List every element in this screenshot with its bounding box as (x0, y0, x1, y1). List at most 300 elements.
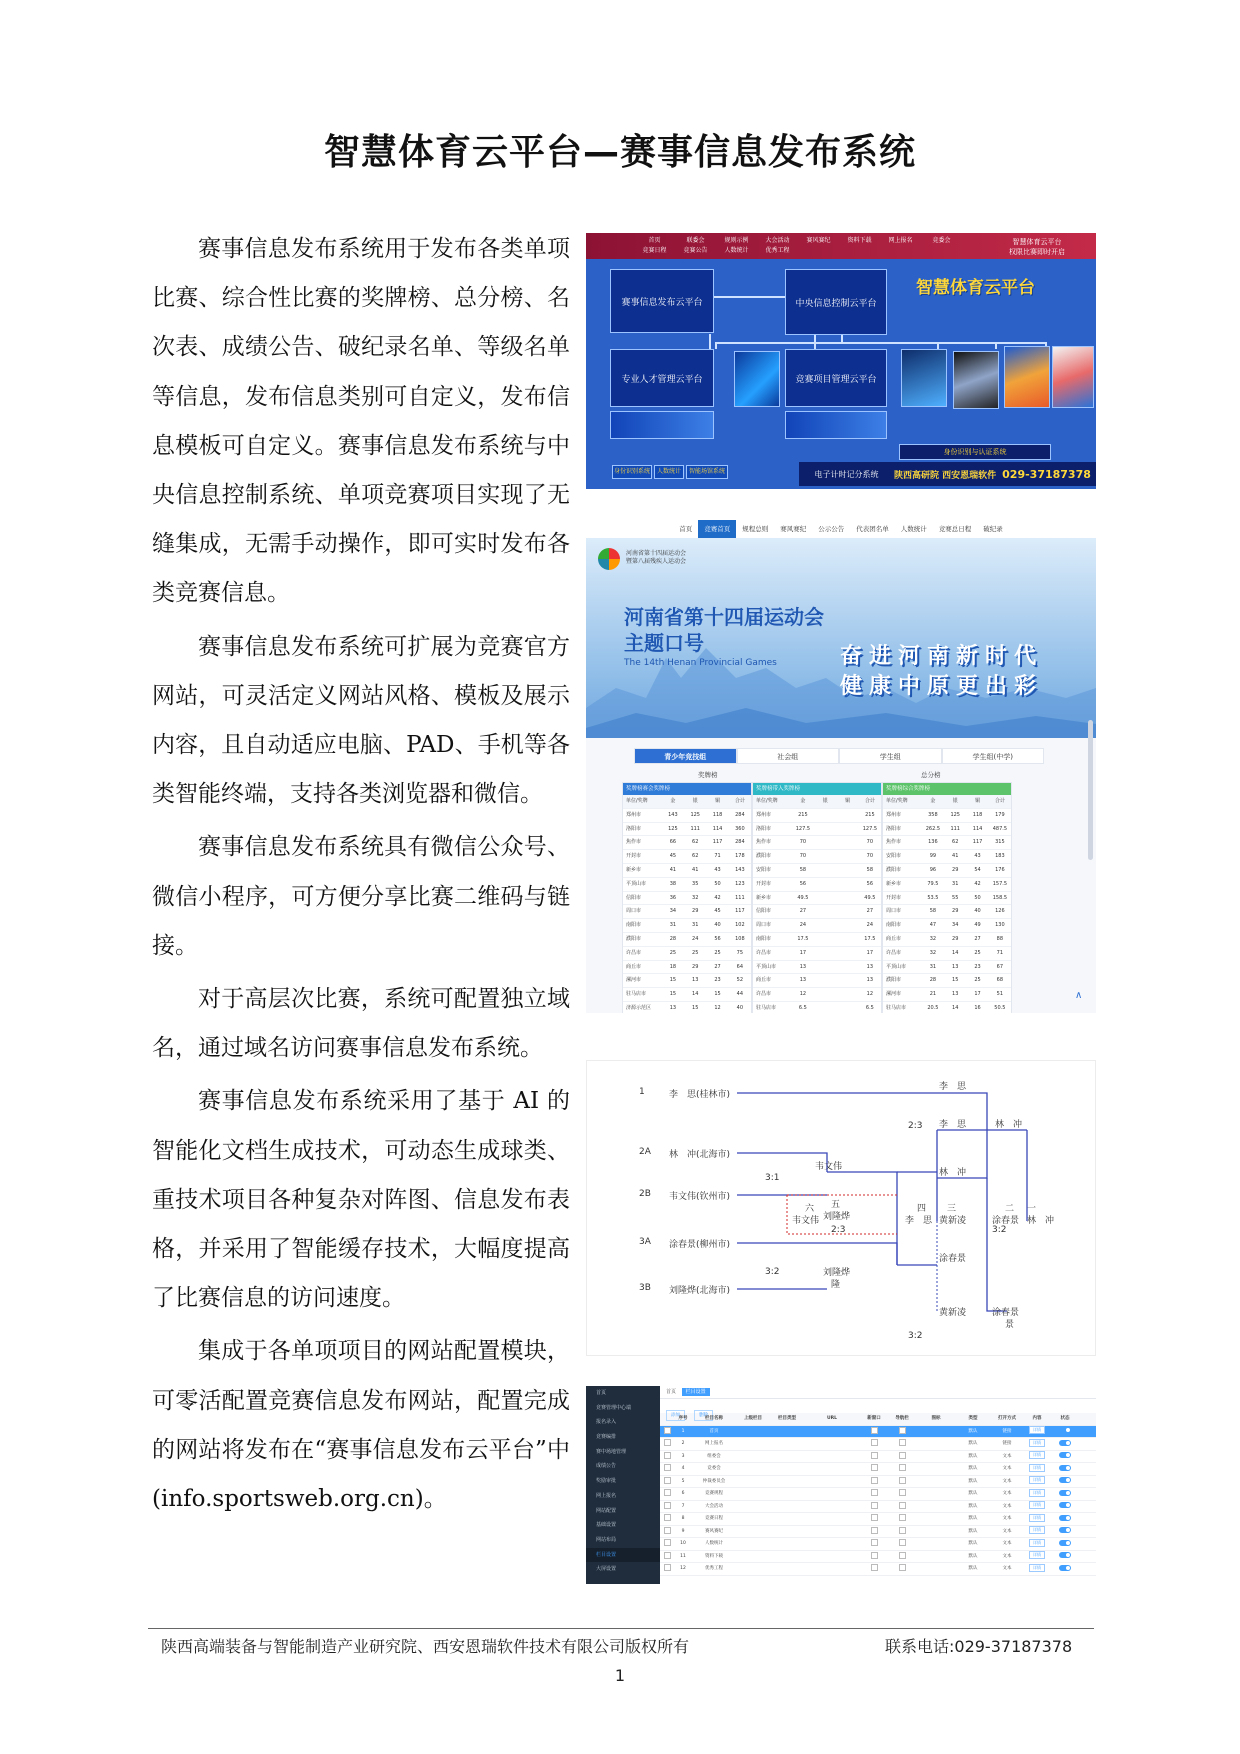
table-row (623, 933, 751, 947)
table-cell: 118 (972, 811, 983, 818)
status-toggle[interactable] (1059, 1565, 1071, 1571)
nav-item[interactable]: 首页 (679, 525, 693, 533)
checkbox-icon[interactable] (664, 1452, 671, 1459)
detail-button[interactable]: 详情 (1029, 1526, 1045, 1534)
table-cell: 125 (668, 825, 678, 832)
platform-architecture-figure (586, 233, 1096, 489)
menu-item[interactable]: 竞赛日程 (642, 247, 667, 254)
table-cell (916, 1501, 956, 1513)
detail-button[interactable]: 详情 (1029, 1514, 1045, 1522)
status-toggle[interactable] (1059, 1527, 1071, 1533)
table-row (753, 1002, 881, 1013)
paragraph-1: 赛事信息发布系统用于发布各类单项比赛、综合性比赛的奖牌榜、总分榜、名次表、成绩公告、破纪录名单、等级名单等信息，发布信息类别可自定义，发布信息模板可自定义。赛事信息发布系统与中央信息控制系统、单项竞赛项目实现了无缝集成，无需手动操作，即可实时发布各类竞赛信息。 (152, 236, 570, 607)
competition-cloud-box (785, 349, 887, 407)
table-row[interactable] (660, 1438, 1096, 1451)
checkbox-cell[interactable] (888, 1563, 916, 1575)
table-cell: 许昌市 (626, 949, 642, 956)
table-cell: 新乡市 (886, 880, 902, 887)
table-cell (770, 1451, 804, 1463)
row-checkbox[interactable] (660, 1438, 674, 1450)
table-row[interactable] (660, 1563, 1096, 1576)
table-row (623, 961, 751, 975)
checkbox-icon[interactable] (664, 1564, 671, 1571)
footer-phone: 联系电话:029-37187378 (885, 1637, 1073, 1656)
status-toggle[interactable] (1059, 1465, 1071, 1471)
checkbox-icon[interactable] (871, 1527, 878, 1534)
table-cell: 284 (735, 839, 745, 846)
sidebar-item[interactable]: 网站配置 (596, 1507, 617, 1514)
checkbox-icon[interactable] (871, 1539, 878, 1546)
table-cell: 南阳市 (756, 935, 772, 942)
table-cell: 驻马店市 (886, 1004, 907, 1011)
menu-item[interactable]: 大会活动 (765, 237, 790, 244)
table-row (753, 919, 881, 933)
status-toggle[interactable] (1059, 1427, 1071, 1433)
admin-tabs (660, 1386, 1096, 1399)
table-row (753, 933, 881, 947)
table-cell: 117 (735, 908, 745, 915)
table-cell: 南阳市 (626, 922, 642, 929)
header-cell: 合计 (864, 798, 875, 804)
games-headline (624, 604, 824, 656)
table-row[interactable] (660, 1513, 1096, 1526)
table-cell (736, 1476, 770, 1488)
checkbox-cell[interactable] (860, 1526, 888, 1538)
table-cell: 24 (692, 935, 699, 942)
checkbox-icon[interactable] (871, 1502, 878, 1509)
table-cell: 62 (692, 839, 699, 846)
nav-item[interactable]: 赛风赛纪 (780, 525, 807, 533)
table-cell: 99 (929, 853, 937, 860)
table-cell: 平顶山市 (756, 963, 777, 970)
nav-item[interactable]: 公示公告 (818, 525, 845, 533)
header-cell: 栏目类型 (778, 1416, 796, 1421)
nav-item[interactable]: 代表团名单 (856, 525, 889, 533)
content-cell (1024, 1463, 1050, 1475)
r-label-28: 3:2 (908, 1331, 923, 1341)
header-cell: 金 (800, 798, 806, 804)
header-cell: 单位/奖牌 (886, 798, 908, 804)
table-cell: 17 (866, 949, 874, 956)
table-cell: 45 (669, 853, 677, 860)
checkbox-cell[interactable] (888, 1538, 916, 1550)
menu-item[interactable]: 规则示例 (724, 237, 749, 244)
detail-button[interactable]: 详情 (1029, 1451, 1045, 1459)
checkbox-icon[interactable] (871, 1427, 878, 1434)
menu-item[interactable]: 赛风赛纪 (806, 237, 831, 244)
checkbox-icon[interactable] (899, 1452, 906, 1459)
table-cell: 126 (995, 908, 1005, 915)
table-cell: 12 (866, 991, 874, 998)
table-row[interactable] (660, 1526, 1096, 1539)
identity-mini-button[interactable]: 身份识别系统 (612, 465, 652, 479)
table-cell: 29 (952, 866, 959, 873)
table-cell: 默认 (968, 1478, 978, 1484)
table-cell (736, 1563, 770, 1575)
checkbox-cell[interactable] (888, 1476, 916, 1488)
status-toggle[interactable] (1059, 1552, 1071, 1558)
checkbox-icon[interactable] (871, 1452, 878, 1459)
paragraph-4: 对于高层次比赛，系统可配置独立域名，通过域名访问赛事信息发布系统。 (152, 986, 570, 1062)
checkbox-cell[interactable] (860, 1513, 888, 1525)
people-count-mini-button[interactable]: 人数统计 (654, 465, 684, 479)
row-checkbox[interactable] (660, 1426, 674, 1438)
checkbox-icon[interactable] (899, 1502, 906, 1509)
checkbox-icon[interactable] (899, 1514, 906, 1521)
sidebar-item[interactable]: 报名录入 (596, 1419, 617, 1426)
table-row[interactable] (660, 1551, 1096, 1564)
table-row[interactable] (660, 1451, 1096, 1464)
table-cell (836, 864, 858, 877)
menu-item[interactable]: 人数统计 (724, 247, 749, 254)
checkbox-cell[interactable] (860, 1426, 888, 1438)
table-cell: 仲裁委员会 (702, 1478, 726, 1484)
table-row (883, 836, 1011, 850)
table-row[interactable] (660, 1463, 1096, 1476)
table-cell: 焦作市 (886, 839, 902, 846)
sidebar-item[interactable]: 竞赛管理中心端 (596, 1404, 632, 1411)
table-cell (736, 1451, 770, 1463)
table-cell: 人数统计 (705, 1541, 723, 1546)
seed-1-num: 1 (639, 1087, 645, 1097)
table-cell: 45 (714, 908, 721, 915)
r-label-7: 六 (805, 1204, 815, 1214)
menu-item[interactable]: 优秀工程 (765, 247, 790, 254)
table-cell: 9 (681, 1528, 685, 1534)
table-cell: 35 (692, 880, 699, 887)
table-cell: 平顶山市 (886, 963, 907, 970)
table-cell: 125 (690, 811, 700, 818)
table-cell: 赛风赛纪 (705, 1528, 723, 1534)
menu-item[interactable]: 竞赛公告 (683, 247, 708, 254)
checkbox-icon[interactable] (871, 1552, 878, 1559)
r-label-15: 二 (1005, 1204, 1015, 1214)
table-row (883, 947, 1011, 961)
table-row (623, 850, 751, 864)
checkbox-icon[interactable] (899, 1564, 906, 1571)
header-cell (660, 1413, 674, 1425)
sidebar-item[interactable]: 赛中场地管理 (596, 1448, 627, 1455)
medal-table-title: 奖牌榜带入奖牌榜 (753, 783, 881, 795)
add-button[interactable]: 添加 (666, 1410, 685, 1421)
row-checkbox[interactable] (660, 1551, 674, 1563)
table-cell: 驻马店市 (626, 991, 647, 998)
table-cell: 濮阳市 (886, 977, 902, 984)
nav-item[interactable]: 竞赛总日程 (938, 525, 972, 533)
table-cell: 49.5 (797, 894, 809, 901)
checkbox-icon[interactable] (899, 1464, 906, 1471)
table-cell (804, 1476, 860, 1488)
detail-button[interactable]: 详情 (1029, 1501, 1045, 1509)
checkbox-icon[interactable] (664, 1489, 671, 1496)
checkbox-icon[interactable] (664, 1464, 671, 1471)
table-cell: 41 (692, 866, 699, 873)
menu-item[interactable]: 资料下载 (847, 237, 872, 244)
table-cell: 资料下载 (705, 1553, 723, 1559)
checkbox-icon[interactable] (664, 1527, 671, 1534)
detail-button[interactable]: 详情 (1029, 1551, 1045, 1559)
admin-main (660, 1386, 1096, 1584)
table-cell: 郑州市 (756, 811, 772, 818)
competition-preview (785, 411, 887, 439)
table-cell: 周口市 (756, 922, 772, 929)
checkbox-icon[interactable] (664, 1539, 671, 1546)
table-cell (836, 836, 858, 849)
table-cell: 25 (714, 949, 721, 956)
table-cell (770, 1426, 804, 1438)
table-row[interactable] (660, 1426, 1096, 1439)
content-cell (1024, 1513, 1050, 1525)
table-row (623, 836, 751, 850)
checkbox-icon[interactable] (871, 1564, 878, 1571)
checkbox-cell[interactable] (860, 1538, 888, 1550)
checkbox-cell[interactable] (888, 1526, 916, 1538)
table-cell: 新乡市 (756, 894, 772, 901)
r-label-19: 2:3 (831, 1225, 846, 1235)
menu-item[interactable]: 首页 (648, 237, 661, 244)
checkbox-icon[interactable] (871, 1514, 878, 1521)
checkbox-icon[interactable] (664, 1427, 671, 1434)
header-cell: 打开方式 (998, 1416, 1016, 1421)
table-cell (736, 1513, 770, 1525)
checkbox-cell[interactable] (860, 1488, 888, 1500)
table-row (883, 864, 1011, 878)
checkbox-icon[interactable] (899, 1552, 906, 1559)
table-cell: 52 (736, 977, 744, 984)
checkbox-cell[interactable] (860, 1563, 888, 1575)
checkbox-icon[interactable] (664, 1552, 671, 1559)
table-cell: 136 (928, 839, 938, 846)
table-cell (916, 1563, 956, 1575)
table-cell (770, 1563, 804, 1575)
screen-thumbnail-5 (1052, 346, 1094, 408)
checkbox-cell[interactable] (888, 1513, 916, 1525)
status-toggle[interactable] (1059, 1477, 1071, 1483)
detail-button[interactable]: 详情 (1029, 1539, 1045, 1547)
table-cell: 70 (799, 839, 807, 846)
checkbox-cell[interactable] (888, 1501, 916, 1513)
table-row (883, 823, 1011, 837)
table-cell: 20.5 (927, 1004, 939, 1011)
seed-1-name: 李 思(桂林市) (669, 1090, 731, 1100)
detail-button[interactable]: 详情 (1029, 1476, 1045, 1484)
r-label-12: 李 思 (905, 1216, 933, 1226)
status-toggle[interactable] (1059, 1452, 1071, 1458)
table-cell: 默认 (968, 1553, 978, 1559)
games-banner (586, 538, 1096, 738)
medal-table-title: 奖牌榜赛会奖牌榜 (623, 783, 751, 795)
r-label-23: 刘隆烨 (823, 1268, 851, 1278)
checkbox-icon[interactable] (871, 1489, 878, 1496)
row-checkbox[interactable] (660, 1476, 674, 1488)
table-cell (836, 974, 858, 987)
checkbox-icon[interactable] (664, 1477, 671, 1484)
table-cell: 179 (995, 811, 1005, 818)
row-checkbox[interactable] (660, 1463, 674, 1475)
detail-button[interactable]: 详情 (1029, 1564, 1045, 1572)
medal-table-header (753, 795, 881, 809)
checkbox-icon[interactable] (664, 1502, 671, 1509)
sidebar-item[interactable]: 首页 (596, 1390, 607, 1396)
table-cell: 70 (866, 839, 874, 846)
table-row[interactable] (660, 1476, 1096, 1489)
group-tab[interactable]: 学生组(中学) (942, 748, 1045, 764)
r-label-26: 涂春景 (992, 1308, 1020, 1318)
status-toggle[interactable] (1059, 1515, 1071, 1521)
delete-button[interactable]: 删除 (694, 1410, 713, 1421)
menu-item[interactable]: 联委会 (686, 237, 705, 244)
header-cell: 图标 (931, 1416, 941, 1421)
column-table (660, 1413, 1096, 1576)
checkbox-cell[interactable] (888, 1451, 916, 1463)
row-checkbox[interactable] (660, 1526, 674, 1538)
row-checkbox[interactable] (660, 1501, 674, 1513)
status-toggle[interactable] (1059, 1490, 1071, 1496)
r-label-20: 3:2 (992, 1225, 1007, 1235)
checkbox-cell[interactable] (860, 1463, 888, 1475)
checkbox-icon[interactable] (871, 1477, 878, 1484)
status-toggle[interactable] (1059, 1440, 1071, 1446)
tab-home[interactable]: 首页 (666, 1389, 677, 1395)
table-row[interactable] (660, 1538, 1096, 1551)
nav-item[interactable]: 竞赛首页 (698, 520, 736, 538)
table-cell (836, 947, 858, 960)
table-cell: 23 (714, 977, 721, 984)
sidebar-item[interactable]: 大屏设置 (596, 1566, 617, 1573)
checkbox-icon[interactable] (899, 1427, 906, 1434)
table-header (660, 1413, 1096, 1426)
table-cell: 濮阳市 (626, 935, 642, 942)
sidebar-item[interactable]: 网站布局 (596, 1536, 617, 1543)
row-checkbox[interactable] (660, 1513, 674, 1525)
row-checkbox[interactable] (660, 1488, 674, 1500)
table-cell: 284 (735, 811, 745, 818)
table-row (623, 947, 751, 961)
table-cell: 43 (974, 853, 981, 860)
org-line-1: 河南省第十四届运动会 (626, 550, 687, 557)
checkbox-icon[interactable] (899, 1527, 906, 1534)
checkbox-cell[interactable] (888, 1438, 916, 1450)
table-cell: 127.5 (862, 825, 878, 832)
table-row[interactable] (660, 1501, 1096, 1514)
header-cell: 银 (952, 798, 958, 804)
table-cell: 50 (974, 894, 981, 901)
table-cell: 56 (799, 880, 807, 887)
row-checkbox[interactable] (660, 1538, 674, 1550)
table-cell: 许昌市 (756, 949, 772, 956)
table-cell: 125 (950, 811, 960, 818)
checkbox-cell[interactable] (888, 1551, 916, 1563)
table-cell: 29 (952, 935, 959, 942)
group-tab[interactable]: 社会组 (737, 748, 840, 764)
table-row (883, 933, 1011, 947)
table-cell: 商丘市 (886, 935, 902, 942)
identity-system-link[interactable]: 身份识别与认证系统 (899, 444, 1051, 460)
row-checkbox[interactable] (660, 1563, 674, 1575)
status-toggle[interactable] (1059, 1502, 1071, 1508)
group-tab[interactable]: 青少年竞技组 (634, 748, 737, 764)
screen-thumbnail-2 (901, 349, 947, 407)
checkbox-cell[interactable] (860, 1438, 888, 1450)
smart-venue-mini-button[interactable]: 智能场馆系统 (686, 465, 728, 479)
detail-button[interactable]: 详情 (1029, 1439, 1045, 1447)
checkbox-cell[interactable] (860, 1501, 888, 1513)
nav-item[interactable]: 人数统计 (900, 525, 927, 533)
table-row (623, 988, 751, 1002)
sidebar-item[interactable]: 基础设置 (596, 1522, 617, 1529)
r-label-5: 3:1 (765, 1173, 780, 1183)
table-cell: 默认 (968, 1428, 978, 1434)
table-cell: 360 (735, 825, 745, 832)
tab-column-settings[interactable]: 栏目设置 (682, 1388, 710, 1396)
table-cell: 17.5 (864, 935, 876, 942)
checkbox-cell[interactable] (888, 1488, 916, 1500)
table-cell: 111 (950, 825, 960, 832)
checkbox-icon[interactable] (871, 1464, 878, 1471)
checkbox-cell[interactable] (860, 1551, 888, 1563)
checkbox-icon[interactable] (899, 1439, 906, 1446)
sidebar-item[interactable]: 栏目设置 (586, 1548, 660, 1563)
menu-item[interactable]: 网上报名 (888, 237, 913, 244)
table-cell: 42 (714, 894, 721, 901)
sidebar-item[interactable]: 竞赛编排 (596, 1434, 617, 1441)
table-cell: 13 (866, 977, 874, 984)
checkbox-icon[interactable] (899, 1539, 906, 1546)
table-cell: 29 (952, 908, 959, 915)
table-cell (836, 878, 858, 891)
table-row (753, 864, 881, 878)
checkbox-icon[interactable] (899, 1477, 906, 1484)
detail-button[interactable]: 详情 (1029, 1426, 1045, 1434)
status-toggle[interactable] (1059, 1540, 1071, 1546)
checkbox-icon[interactable] (899, 1489, 906, 1496)
checkbox-cell[interactable] (860, 1476, 888, 1488)
table-cell: 文本 (1002, 1541, 1012, 1546)
sidebar-item[interactable]: 奖励审批 (596, 1478, 617, 1485)
table-cell: 8 (681, 1516, 685, 1521)
table-row[interactable] (660, 1488, 1096, 1501)
row-checkbox[interactable] (660, 1451, 674, 1463)
nav-item[interactable]: 规程总则 (742, 525, 769, 533)
table-cell: 21 (929, 991, 937, 998)
checkbox-icon[interactable] (664, 1514, 671, 1521)
sidebar-item[interactable]: 成绩公告 (596, 1463, 617, 1470)
detail-button[interactable]: 详情 (1029, 1464, 1045, 1472)
content-cell (1024, 1426, 1050, 1438)
checkbox-cell[interactable] (888, 1463, 916, 1475)
group-tab[interactable]: 学生组 (839, 748, 942, 764)
checkbox-icon[interactable] (871, 1439, 878, 1446)
sidebar-item[interactable]: 网上报名 (596, 1492, 617, 1499)
table-cell (770, 1438, 804, 1450)
table-cell: 111 (690, 825, 700, 832)
table-cell: 13 (669, 1004, 677, 1011)
checkbox-cell[interactable] (860, 1451, 888, 1463)
nav-item[interactable]: 破纪录 (983, 525, 1003, 533)
table-cell: 25 (692, 949, 699, 956)
content-cell (1024, 1538, 1050, 1550)
back-to-top-icon[interactable]: ∧ (1075, 990, 1083, 1001)
talent-preview (610, 411, 714, 439)
table-cell: 文本 (1002, 1478, 1012, 1484)
checkbox-cell[interactable] (888, 1426, 916, 1438)
table-cell: 3 (681, 1453, 685, 1459)
page-scrollbar[interactable] (1088, 720, 1093, 860)
menu-item[interactable]: 竞委会 (932, 237, 951, 244)
checkbox-icon[interactable] (664, 1439, 671, 1446)
detail-button[interactable]: 详情 (1029, 1489, 1045, 1497)
status-cell (1050, 1476, 1080, 1488)
